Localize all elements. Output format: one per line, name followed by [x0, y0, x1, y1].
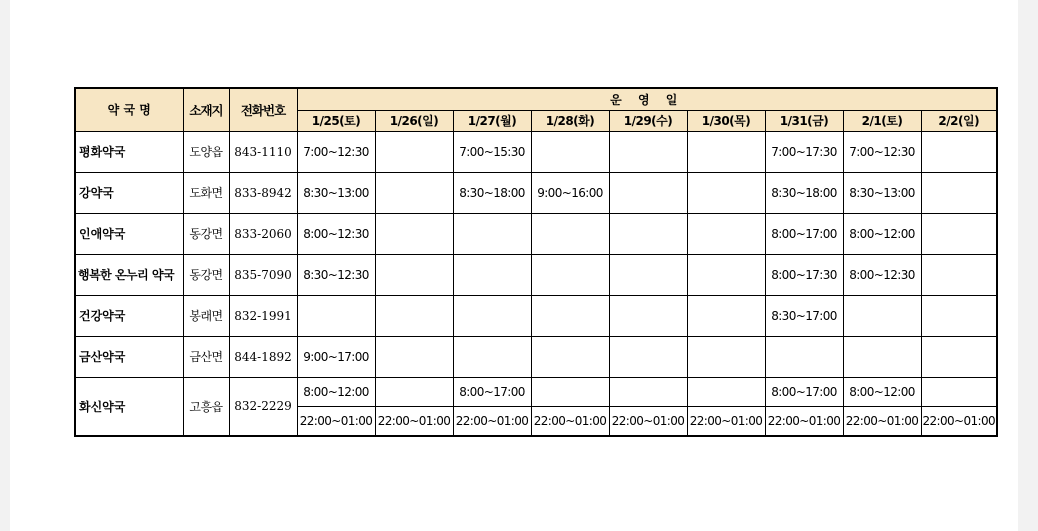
- pharmacy-phone: 832-2229: [229, 377, 297, 436]
- hours-cell: 8:30~13:00: [297, 172, 375, 213]
- header-location: 소재지: [183, 88, 229, 131]
- hours-cell: 8:00~17:00: [765, 377, 843, 406]
- pharmacy-location: 도화면: [183, 172, 229, 213]
- hours-cell: [609, 295, 687, 336]
- pharmacy-name: 건강약국: [75, 295, 183, 336]
- date-header: 1/25(토): [297, 110, 375, 131]
- hours-cell: [375, 172, 453, 213]
- hours-cell: [843, 336, 921, 377]
- date-header: 2/1(토): [843, 110, 921, 131]
- date-header: 1/27(월): [453, 110, 531, 131]
- document-sheet: [10, 0, 1018, 531]
- date-header: 1/28(화): [531, 110, 609, 131]
- hours-cell: 8:30~12:30: [297, 254, 375, 295]
- pharmacy-name: 평화약국: [75, 131, 183, 172]
- hours-cell: [375, 213, 453, 254]
- hours-cell: [765, 336, 843, 377]
- hours-cell: [921, 377, 997, 406]
- hours-cell: [531, 254, 609, 295]
- pharmacy-schedule-table: [74, 87, 998, 437]
- hours-cell: 8:30~18:00: [765, 172, 843, 213]
- hours-cell: 7:00~17:30: [765, 131, 843, 172]
- hours-cell: [921, 336, 997, 377]
- hours-cell: [921, 172, 997, 213]
- hours-cell: 8:00~12:00: [843, 213, 921, 254]
- hours-cell: [453, 295, 531, 336]
- night-hours-cell: 22:00~01:00: [453, 406, 531, 436]
- pharmacy-name: 인애약국: [75, 213, 183, 254]
- header-pharmacy-name: 약 국 명: [75, 88, 183, 131]
- hours-cell: 8:30~13:00: [843, 172, 921, 213]
- hours-cell: [375, 377, 453, 406]
- hours-cell: [609, 254, 687, 295]
- hours-cell: [453, 254, 531, 295]
- hours-cell: [453, 213, 531, 254]
- pharmacy-phone: 844-1892: [229, 336, 297, 377]
- header-row: [75, 88, 997, 110]
- pharmacy-name: 강약국: [75, 172, 183, 213]
- hours-cell: [297, 295, 375, 336]
- pharmacy-location: 금산면: [183, 336, 229, 377]
- hours-cell: [921, 131, 997, 172]
- hours-cell: [687, 131, 765, 172]
- hours-cell: [687, 336, 765, 377]
- night-hours-cell: 22:00~01:00: [921, 406, 997, 436]
- date-header: 1/29(수): [609, 110, 687, 131]
- date-header: 1/30(목): [687, 110, 765, 131]
- hours-cell: [609, 336, 687, 377]
- pharmacy-location: 봉래면: [183, 295, 229, 336]
- pharmacy-name: 행복한 온누리 약국: [75, 254, 183, 295]
- hours-cell: 8:30~17:00: [765, 295, 843, 336]
- table-row: [75, 131, 997, 172]
- night-hours-cell: 22:00~01:00: [297, 406, 375, 436]
- hours-cell: [609, 213, 687, 254]
- hours-cell: [687, 213, 765, 254]
- hours-cell: 8:00~12:00: [843, 377, 921, 406]
- hours-cell: [453, 336, 531, 377]
- night-hours-cell: 22:00~01:00: [531, 406, 609, 436]
- hours-cell: [687, 254, 765, 295]
- night-hours-cell: 22:00~01:00: [765, 406, 843, 436]
- date-header: 1/31(금): [765, 110, 843, 131]
- hours-cell: 7:00~12:30: [843, 131, 921, 172]
- header-phone: 전화번호: [229, 88, 297, 131]
- hours-cell: [921, 254, 997, 295]
- hours-cell: [843, 295, 921, 336]
- table-row: [75, 295, 997, 336]
- table-row: [75, 254, 997, 295]
- hours-cell: [687, 377, 765, 406]
- pharmacy-phone: 833-8942: [229, 172, 297, 213]
- table-row: [75, 377, 997, 406]
- hours-cell: [531, 295, 609, 336]
- hours-cell: 9:00~16:00: [531, 172, 609, 213]
- pharmacy-location: 동강면: [183, 254, 229, 295]
- hours-cell: 8:00~12:30: [843, 254, 921, 295]
- hours-cell: 8:00~17:30: [765, 254, 843, 295]
- hours-cell: [921, 213, 997, 254]
- hours-cell: 9:00~17:00: [297, 336, 375, 377]
- hours-cell: [531, 213, 609, 254]
- table-row: [75, 213, 997, 254]
- hours-cell: 8:00~17:00: [765, 213, 843, 254]
- hours-cell: [375, 131, 453, 172]
- hours-cell: [609, 377, 687, 406]
- night-hours-cell: 22:00~01:00: [375, 406, 453, 436]
- hours-cell: [531, 377, 609, 406]
- pharmacy-location: 동강면: [183, 213, 229, 254]
- pharmacy-name: 화신약국: [75, 377, 183, 436]
- hours-cell: [687, 172, 765, 213]
- night-hours-cell: 22:00~01:00: [687, 406, 765, 436]
- night-hours-cell: 22:00~01:00: [843, 406, 921, 436]
- hours-cell: 8:30~18:00: [453, 172, 531, 213]
- pharmacy-phone: 833-2060: [229, 213, 297, 254]
- hours-cell: [375, 295, 453, 336]
- pharmacy-phone: 843-1110: [229, 131, 297, 172]
- hours-cell: 8:00~12:30: [297, 213, 375, 254]
- date-header: 2/2(일): [921, 110, 997, 131]
- hours-cell: 7:00~15:30: [453, 131, 531, 172]
- hours-cell: 7:00~12:30: [297, 131, 375, 172]
- date-header: 1/26(일): [375, 110, 453, 131]
- hours-cell: [375, 336, 453, 377]
- hours-cell: [609, 172, 687, 213]
- pharmacy-name: 금산약국: [75, 336, 183, 377]
- pharmacy-phone: 835-7090: [229, 254, 297, 295]
- hours-cell: 8:00~17:00: [453, 377, 531, 406]
- pharmacy-location: 도양읍: [183, 131, 229, 172]
- pharmacy-phone: 832-1991: [229, 295, 297, 336]
- hours-cell: [687, 295, 765, 336]
- pharmacy-location: 고흥읍: [183, 377, 229, 436]
- hours-cell: [531, 336, 609, 377]
- night-hours-cell: 22:00~01:00: [609, 406, 687, 436]
- hours-cell: 8:00~12:00: [297, 377, 375, 406]
- hours-cell: [609, 131, 687, 172]
- hours-cell: [375, 254, 453, 295]
- hours-cell: [531, 131, 609, 172]
- table-row: [75, 336, 997, 377]
- header-operating-days: 운 영 일: [297, 88, 997, 110]
- table-row: [75, 172, 997, 213]
- hours-cell: [921, 295, 997, 336]
